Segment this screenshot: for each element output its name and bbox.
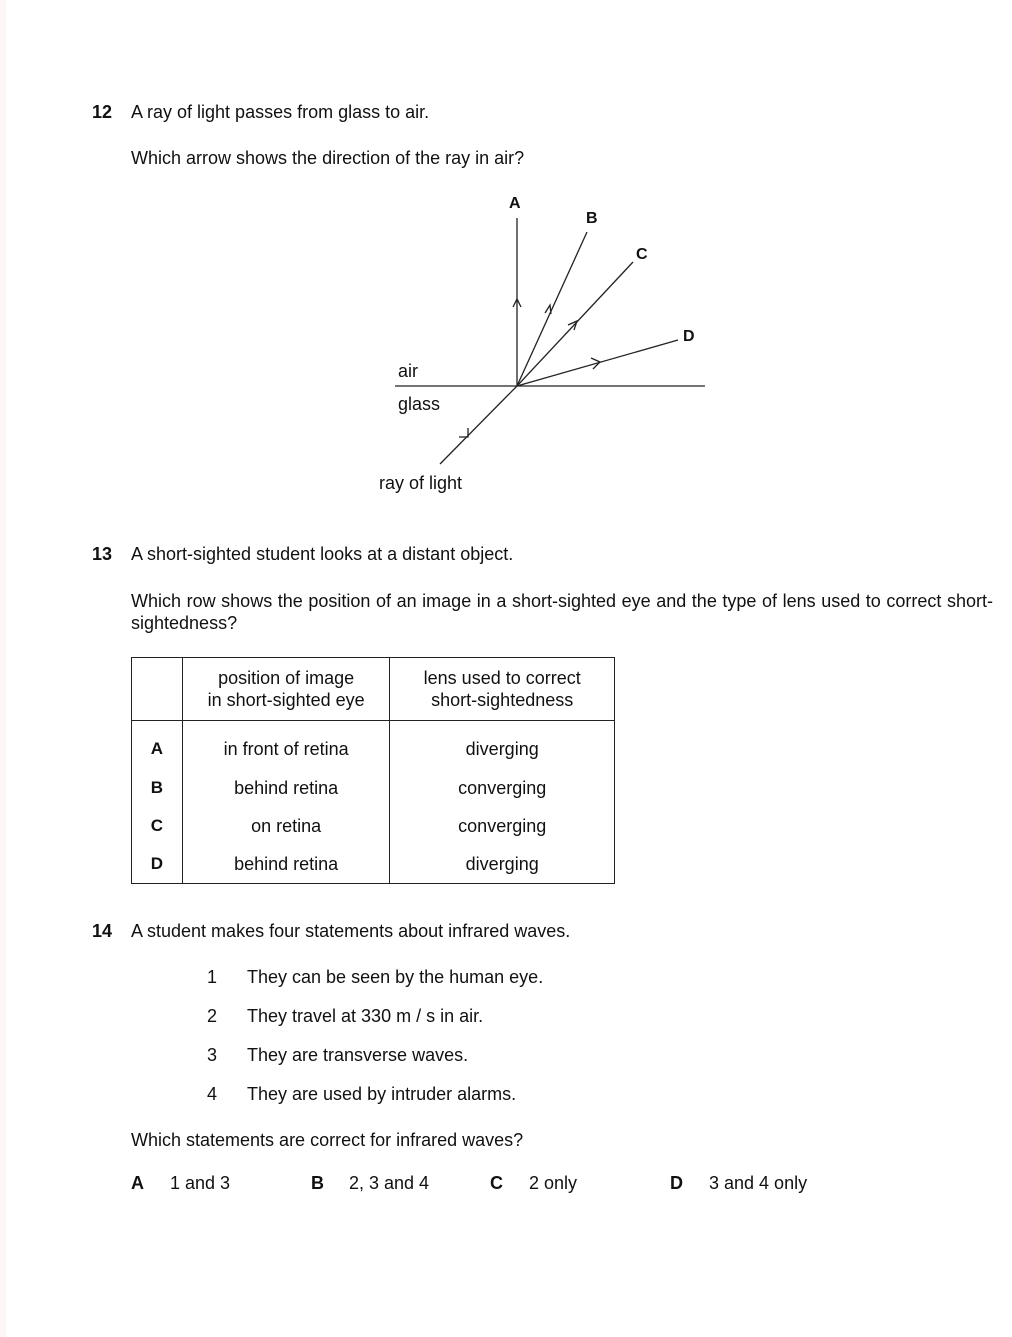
ray-c-arrowhead bbox=[568, 321, 577, 330]
q14-question: Which statements are correct for infrared waves? bbox=[131, 1130, 524, 1150]
option-d-text[interactable]: 3 and 4 only bbox=[709, 1173, 808, 1193]
row-letter: C bbox=[132, 807, 183, 845]
row-letter: D bbox=[132, 845, 183, 884]
row-lens: converging bbox=[390, 769, 615, 807]
header-lens-line-1: lens used to correct bbox=[423, 668, 581, 688]
statement-number: 3 bbox=[207, 1045, 218, 1065]
header-empty-cell bbox=[132, 658, 183, 721]
option-a-letter[interactable]: A bbox=[131, 1173, 144, 1193]
ray-c bbox=[517, 262, 633, 386]
statement-number: 4 bbox=[207, 1084, 218, 1104]
row-position: on retina bbox=[182, 807, 390, 845]
arrow-label-a: A bbox=[509, 195, 521, 212]
row-letter: B bbox=[132, 769, 183, 807]
statement-text: They are used by intruder alarms. bbox=[247, 1084, 517, 1104]
statement-text: They are transverse waves. bbox=[247, 1045, 469, 1065]
q13-text: A short-sighted student looks at a distant object. bbox=[131, 544, 514, 564]
option-d-letter[interactable]: D bbox=[670, 1173, 683, 1193]
row-lens: diverging bbox=[390, 845, 615, 884]
header-position-line-2: in short-sighted eye bbox=[207, 690, 365, 710]
ray-d bbox=[517, 340, 678, 386]
option-c-text[interactable]: 2 only bbox=[529, 1173, 578, 1193]
statement-number: 2 bbox=[207, 1006, 218, 1026]
air-label: air bbox=[398, 361, 419, 381]
refraction-diagram bbox=[370, 195, 710, 495]
ray-b bbox=[517, 232, 587, 386]
q13-number: 13 bbox=[92, 544, 113, 564]
row-position: in front of retina bbox=[182, 721, 390, 770]
header-position bbox=[182, 658, 390, 721]
header-lens bbox=[390, 658, 615, 721]
arrow-label-b: B bbox=[586, 210, 598, 227]
incident-arrowhead bbox=[459, 428, 468, 437]
row-position: behind retina bbox=[182, 769, 390, 807]
table-header-row bbox=[132, 658, 615, 721]
row-position: behind retina bbox=[182, 845, 390, 884]
arrow-label-d: D bbox=[683, 328, 695, 345]
ray-of-light-label: ray of light bbox=[379, 473, 463, 493]
glass-label: glass bbox=[398, 394, 441, 414]
q12-question: Which arrow shows the direction of the ray in air? bbox=[131, 148, 525, 168]
option-a-text[interactable]: 1 and 3 bbox=[170, 1173, 231, 1193]
option-b-text[interactable]: 2, 3 and 4 bbox=[349, 1173, 430, 1193]
option-c-letter[interactable]: C bbox=[490, 1173, 503, 1193]
q13-options-table bbox=[131, 657, 615, 884]
option-b-letter[interactable]: B bbox=[311, 1173, 324, 1193]
arrow-label-c: C bbox=[636, 246, 648, 263]
row-lens: converging bbox=[390, 807, 615, 845]
header-lens-line-2: short-sightedness bbox=[431, 690, 574, 710]
statement-text: They can be seen by the human eye. bbox=[247, 967, 544, 987]
q14-number: 14 bbox=[92, 921, 113, 941]
statement-text: They travel at 330 m / s in air. bbox=[247, 1006, 484, 1026]
header-position-line-1: position of image bbox=[218, 668, 355, 688]
table-row-b[interactable] bbox=[132, 769, 615, 807]
q13-question: Which row shows the position of an image in a short-sighted eye and the type of lens used to correct short-sightedness? bbox=[131, 591, 993, 633]
q12-text: A ray of light passes from glass to air. bbox=[131, 102, 430, 122]
table-row-d[interactable] bbox=[132, 845, 615, 884]
q14-text: A student makes four statements about infrared waves. bbox=[131, 921, 571, 941]
table-row-a[interactable] bbox=[132, 721, 615, 770]
q12-number: 12 bbox=[92, 102, 113, 122]
incident-ray bbox=[440, 386, 517, 464]
table-row-c[interactable] bbox=[132, 807, 615, 845]
row-lens: diverging bbox=[390, 721, 615, 770]
statement-number: 1 bbox=[207, 967, 218, 987]
row-letter: A bbox=[132, 721, 183, 770]
